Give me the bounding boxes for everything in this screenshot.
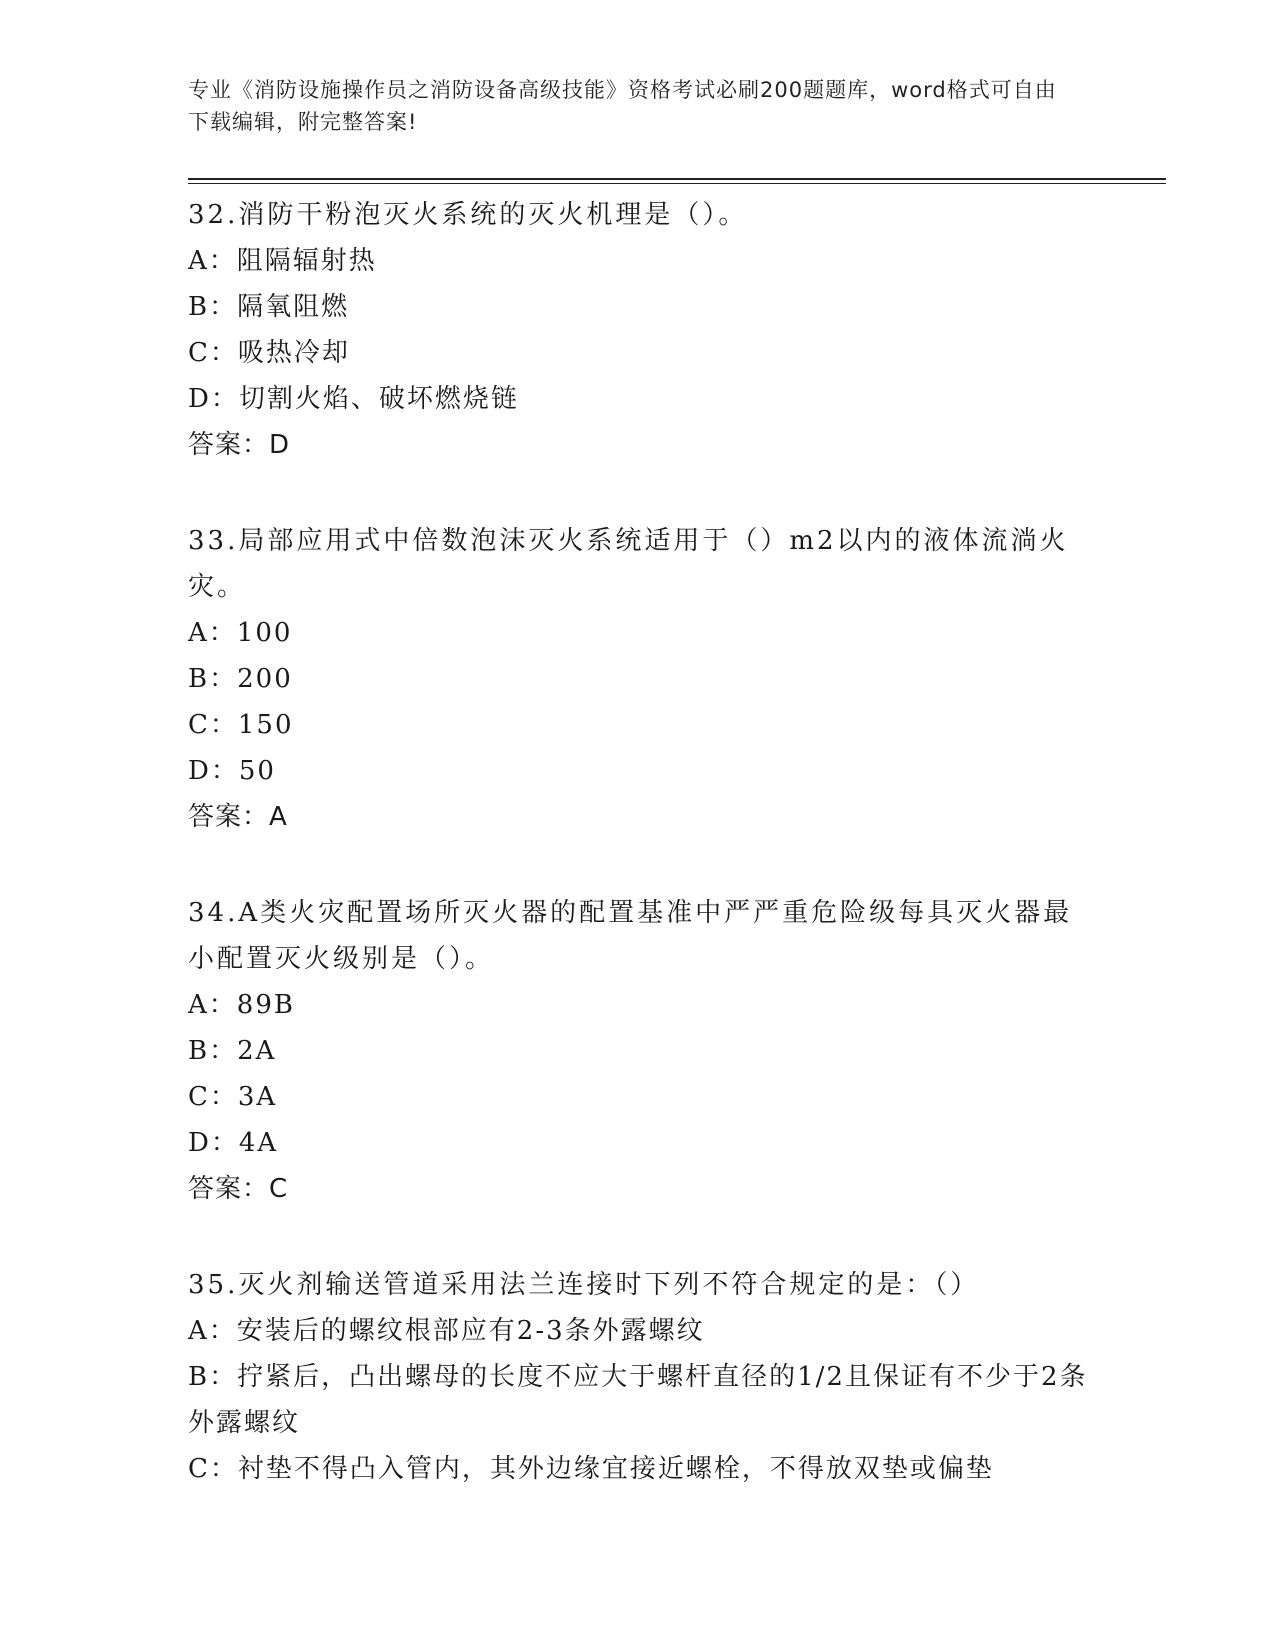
question-gap	[188, 1212, 1088, 1260]
option-c: C：150	[188, 710, 294, 740]
option-a: A：100	[188, 618, 293, 648]
option-c: C：3A	[188, 1082, 278, 1112]
question-32	[188, 190, 1088, 468]
option-b: B：2A	[188, 1036, 277, 1066]
question-list	[188, 190, 1088, 1492]
question-text: 33.局部应用式中倍数泡沫灭火系统适用于（）m2以内的液体流淌火灾。	[188, 526, 1069, 602]
question-text: 34.A类火灾配置场所灭火器的配置基准中严严重危险级每具灭火器最小配置灭火级别是（）。	[188, 898, 1073, 974]
option-a: A：阻隔辐射热	[188, 246, 377, 276]
question-34	[188, 888, 1088, 1212]
question-gap	[188, 840, 1088, 888]
option-b: B：200	[188, 664, 293, 694]
answer-text: 答案：C	[188, 1174, 289, 1204]
question-text: 32.消防干粉泡灭火系统的灭火机理是（）。	[188, 200, 748, 230]
header-rule-thin	[188, 183, 1166, 184]
document-header: 专业《消防设施操作员之消防设备高级技能》资格考试必刷200题题库，word格式可自由下载编辑，附完整答案!	[188, 78, 1057, 134]
header-rule-thick	[188, 178, 1166, 180]
option-d: D：切割火焰、破坏燃烧链	[188, 384, 519, 414]
option-a: A：89B	[188, 990, 295, 1020]
option-b: B：隔氧阻燃	[188, 292, 350, 322]
option-d: D：50	[188, 756, 276, 786]
option-c: C：衬垫不得凸入管内，其外边缘宜接近螺栓，不得放双垫或偏垫	[188, 1454, 994, 1484]
question-33	[188, 516, 1088, 840]
question-35	[188, 1260, 1088, 1492]
option-c: C：吸热冷却	[188, 338, 350, 368]
answer-text: 答案：D	[188, 430, 291, 460]
question-gap	[188, 468, 1088, 516]
question-text: 35.灭火剂输送管道采用法兰连接时下列不符合规定的是：（）	[188, 1270, 980, 1300]
option-b: B：拧紧后，凸出螺母的长度不应大于螺杆直径的1/2且保证有不少于2条外露螺纹	[188, 1362, 1088, 1438]
option-d: D：4A	[188, 1128, 279, 1158]
answer-text: 答案：A	[188, 802, 288, 832]
option-a: A：安装后的螺纹根部应有2-3条外露螺纹	[188, 1316, 705, 1346]
